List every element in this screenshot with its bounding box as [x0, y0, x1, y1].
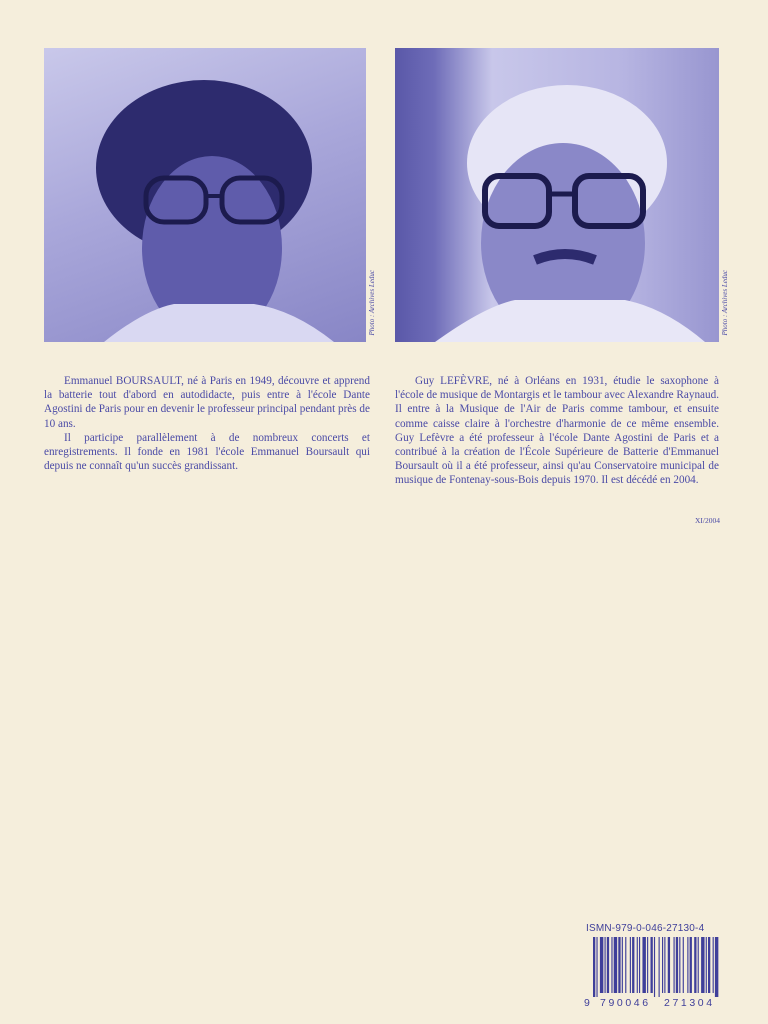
barcode-bar: [662, 937, 663, 993]
barcode-bar: [647, 937, 648, 993]
barcode-bar: [605, 937, 606, 993]
barcode-bar: [679, 937, 680, 993]
barcode-bar: [694, 937, 696, 993]
barcode-bar: [639, 937, 640, 993]
barcode-bar: [600, 937, 603, 993]
bio-left-paragraph-2: Il participe parallèlement à de nombreux concerts et enregistrements. Il fonde en 1981 l'école Emmanuel Boursault qui depuis ne connaît qu'un succès grandissant.: [44, 431, 370, 473]
barcode-bar: [698, 937, 699, 993]
barcode-bar: [668, 937, 670, 993]
barcode-bar: [611, 937, 612, 993]
bio-right-paragraph-1: Guy LEFÈVRE, né à Orléans en 1931, étudie le saxophone à l'école de musique de Montargis et le tambour avec Alexandre Raynaud. Il entre à la Musique de l'Air de Paris comme tambour, et ensuite comme caisse claire à l'orchestre d'harmonie de ce même ensemble. Guy Lefèvre a été professeur à l'école Dante Agostini de Paris et a contribué à la création de l'École Supérieure de Batterie d'Emmanuel Boursault où il a été professeur, ainsi qu'au Conservatoire municipal de musique de Fontenay-sous-Bois depuis 1970. Il est décédé en 2004.: [395, 375, 719, 487]
barcode-bar: [651, 937, 653, 993]
barcode-bar: [607, 937, 609, 993]
barcode-bar: [687, 937, 688, 993]
barcode-bar: [625, 937, 626, 993]
barcode-bar: [622, 937, 623, 993]
barcode-bar: [618, 937, 620, 993]
barcode-bar: [715, 937, 718, 997]
barcode-bar: [642, 937, 645, 993]
barcode-bar: [596, 937, 597, 997]
barcode-bar: [701, 937, 704, 993]
barcode: [585, 937, 723, 997]
barcode-bar: [674, 937, 675, 993]
barcode-bar: [708, 937, 710, 993]
photo-emmanuel-boursault: [44, 48, 366, 342]
edition-date: XI/2004: [695, 516, 720, 525]
barcode-digit-first: 9: [584, 997, 590, 1009]
barcode-bar: [664, 937, 665, 993]
photo-credit-left: Photo : Archives Leduc: [368, 270, 376, 336]
ismn-number: ISMN-979-0-046-27130-4: [586, 923, 705, 934]
bio-emmanuel-boursault: [44, 374, 370, 473]
barcode-bar: [713, 937, 714, 993]
barcode-digits-left: 790046: [600, 997, 651, 1009]
portrait-illustration-right: [395, 48, 719, 342]
bio-guy-lefevre: [395, 374, 719, 488]
barcode-bar: [630, 937, 631, 993]
photo-credit-right: Photo : Archives Leduc: [721, 270, 729, 336]
barcode-bar: [676, 937, 678, 993]
barcode-bar: [706, 937, 707, 993]
barcode-bar: [632, 937, 634, 993]
barcode-bar: [637, 937, 638, 993]
barcode-bar: [654, 937, 655, 997]
barcode-bar: [683, 937, 684, 993]
photo-guy-lefevre: [395, 48, 719, 342]
barcode-bar: [614, 937, 617, 993]
barcode-bar: [659, 937, 660, 997]
barcode-bar: [593, 937, 595, 997]
bio-left-paragraph-1: Emmanuel BOURSAULT, né à Paris en 1949, découvre et apprend la batterie tout d'abord en autodidacte, puis entre à l'école Dante Agostini de Paris pour en devenir le professeur principal pendant près de 10 ans.: [44, 375, 370, 430]
barcode-digits-right: 271304: [664, 997, 715, 1009]
portrait-illustration-left: [44, 48, 366, 342]
barcode-bar: [690, 937, 692, 993]
